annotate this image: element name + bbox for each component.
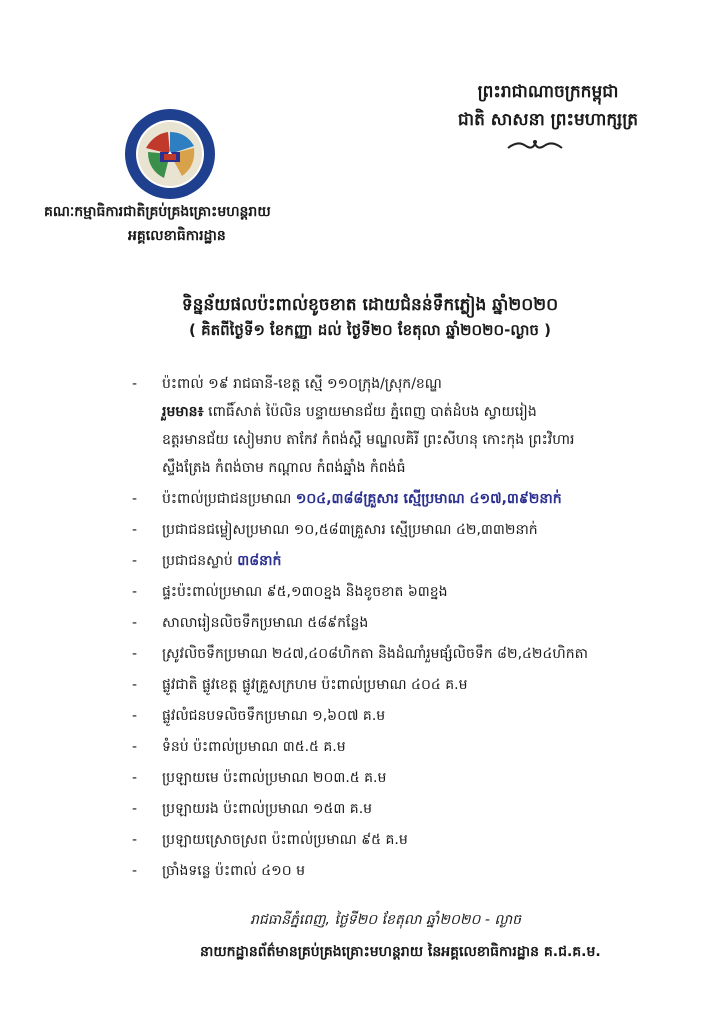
item-text: ប៉ះពាល់ប្រជាជនប្រមាណ bbox=[162, 491, 296, 507]
list-item bbox=[132, 640, 692, 668]
item-text: ប៉ះពាល់ ១៩ រាជធានី-ខេត្ត ស្មើ ១១០ក្រុង/ស្រុក/ខណ្ឌ bbox=[162, 376, 442, 392]
list-item bbox=[132, 702, 692, 730]
list-item bbox=[132, 857, 692, 885]
bullet-dash: - bbox=[132, 770, 138, 786]
issue-date: រាជធានីភ្នំពេញ, ថ្ងៃទី២០ ខែតុលា ឆ្នាំ២០២០ - ល្ងាច bbox=[250, 912, 522, 928]
bullet-dash: - bbox=[132, 708, 138, 724]
ncdm-logo-icon bbox=[124, 108, 216, 200]
bullet-dash: - bbox=[132, 863, 138, 879]
list-item bbox=[132, 671, 692, 699]
provinces-line-2: ឧត្តរមានជ័យ សៀមរាប តាកែវ កំពង់ស្ពឺ មណ្ឌលគិរី ព្រះសីហនុ កោះកុង ព្រះវិហារ bbox=[162, 432, 575, 448]
bullet-dash: - bbox=[132, 584, 138, 600]
document-title: ទិន្នន័យផលប៉ះពាល់ខូចខាត ដោយជំនន់ទឹកភ្លៀង ឆ្នាំ២០២០ bbox=[181, 295, 559, 315]
org-line-1: គណៈកម្មាធិការជាតិគ្រប់គ្រងគ្រោះមហន្តរាយ bbox=[44, 204, 271, 220]
ornament-icon bbox=[504, 136, 566, 156]
bullet-dash: - bbox=[132, 553, 138, 569]
item-highlight: ៣៨នាក់ bbox=[237, 553, 282, 569]
bullet-dash: - bbox=[132, 739, 138, 755]
bullet-dash: - bbox=[132, 376, 138, 392]
bullet-dash: - bbox=[132, 522, 138, 538]
list-item bbox=[132, 547, 692, 575]
item-text: ប្រជាជនស្លាប់ bbox=[162, 553, 238, 569]
provinces-label: រួមមាន៖ bbox=[162, 404, 204, 420]
impact-list bbox=[132, 370, 692, 888]
motto-line-2: ជាតិ សាសនា ព្រះមហាក្សត្រ bbox=[457, 110, 639, 130]
item-text: ច្រាំងទន្លេ ប៉ះពាល់ ៤១០ ម bbox=[162, 863, 305, 879]
item-text: ទំនប់ ប៉ះពាល់ប្រមាណ ៣៥.៥ គ.ម bbox=[162, 739, 346, 755]
provinces-line-1 bbox=[162, 398, 692, 426]
list-item bbox=[132, 485, 692, 513]
list-item bbox=[132, 578, 692, 606]
list-item bbox=[132, 516, 692, 544]
item-text: ស្រូវលិចទឹកប្រមាណ ២៤៧,៤០៨ហិកតា និងដំណាំរួមផ្សំលិចទឹក ៨២,៤២៤ហិកតា bbox=[162, 646, 588, 662]
bullet-dash: - bbox=[132, 615, 138, 631]
item-text: ប្រជាជនជម្លៀសប្រមាណ ១០,៥៨៣គ្រួសារ ស្មើប្រមាណ ៤២,៣៣២នាក់ bbox=[162, 522, 538, 538]
provinces-text-1: ពោធិ៍សាត់ ប៉ៃលិន បន្ទាយមានជ័យ ភ្នំពេញ បាត់ដំបង ស្វាយរៀង bbox=[203, 404, 537, 420]
bullet-dash: - bbox=[132, 491, 138, 507]
bullet-dash: - bbox=[132, 646, 138, 662]
org-line-2: អគ្គលេខាធិការដ្ឋាន bbox=[128, 228, 226, 244]
list-item bbox=[132, 764, 692, 792]
list-item bbox=[132, 826, 692, 854]
item-text: សាលារៀនលិចទឹកប្រមាណ ៥៨៩កន្លែង bbox=[162, 615, 369, 631]
list-item bbox=[132, 370, 692, 482]
bullet-dash: - bbox=[132, 801, 138, 817]
bullet-dash: - bbox=[132, 677, 138, 693]
item-text: ផ្លូវជាតិ ផ្លូវខេត្ត ផ្លូវគ្រួសក្រហម ប៉ះពាល់ប្រមាណ ៤០៤ គ.ម bbox=[162, 677, 468, 693]
list-item bbox=[132, 795, 692, 823]
item-text: ប្រឡាយស្រោចស្រព ប៉ះពាល់ប្រមាណ ៩៥ គ.ម bbox=[162, 832, 408, 848]
item-text: ប្រឡាយរង ប៉ះពាល់ប្រមាណ ១៥៣ គ.ម bbox=[162, 801, 373, 817]
motto-line-1: ព្រះរាជាណាចក្រកម្ពុជា bbox=[477, 82, 619, 102]
list-item bbox=[132, 609, 692, 637]
organization-name bbox=[44, 200, 334, 248]
list-item bbox=[132, 733, 692, 761]
kingdom-motto bbox=[418, 78, 678, 134]
bullet-dash: - bbox=[132, 832, 138, 848]
issuing-department: នាយកដ្ឋានព័ត៌មានគ្រប់គ្រងគ្រោះមហន្តរាយ នៃអគ្គលេខាធិការដ្ឋាន គ.ជ.គ.ម. bbox=[200, 944, 601, 960]
item-text: ផ្ទះប៉ះពាល់ប្រមាណ ៩៥,១៣០ខ្នង និងខូចខាត ៦៣ខ្នង bbox=[162, 584, 448, 600]
item-highlight: ១០៤,៣៨៨គ្រួសារ ស្មើប្រមាណ ៤១៧,៣៩២នាក់ bbox=[295, 491, 562, 507]
item-text: ប្រឡាយមេ ប៉ះពាល់ប្រមាណ ២០៣.៥ គ.ម bbox=[162, 770, 387, 786]
provinces-line-3: ស្ទឹងត្រែង កំពង់ចាម កណ្តាល កំពង់ឆ្នាំង កំពង់ធំ bbox=[162, 460, 406, 476]
document-subtitle: ( គិតពីថ្ងៃទី១ ខែកញ្ញា ដល់ ថ្ងៃទី២០ ខែតុលា ឆ្នាំ២០២០-ល្ងាច ) bbox=[189, 321, 551, 339]
item-text: ផ្លូវលំជនបទលិចទឹកប្រមាណ ១,៦០៧ គ.ម bbox=[162, 708, 386, 724]
